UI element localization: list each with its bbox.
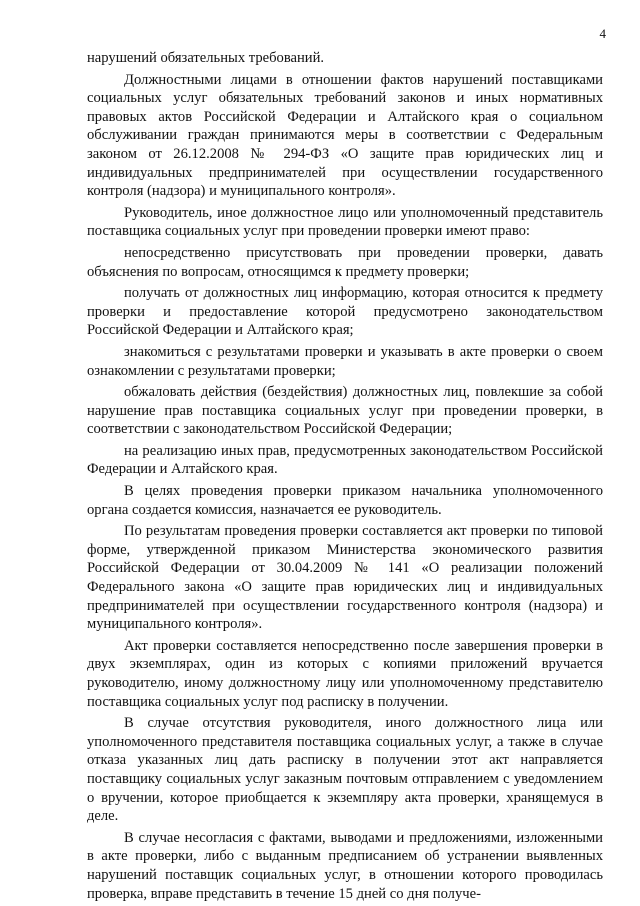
paragraph-act-copies: Акт проверки составляется непосредственно после завершения проверки в двух экземплярах, один из которых с копиями приложений вручается руководителю, иному должностному лицу или уполномоченному представителю поставщика социальных услуг под расписку в получении. — [87, 637, 603, 710]
paragraph-disagreement: В случае несогласия с фактами, выводами и предложениями, изложенными в акте проверки, либо с выданным предписанием об устранении выявленных нарушений поставщик социальных услуг, в отношении которого проводилась проверка, вправе представить в течение 15 дней со дня получе- — [87, 829, 603, 902]
paragraph-commission: В целях проведения проверки приказом начальника уполномоченного органа создается комиссия, назначается ее руководитель. — [87, 483, 603, 518]
paragraph-right-review-results: знакомиться с результатами проверки и указывать в акте проверки о своем ознакомлении с результатами проверки; — [87, 343, 603, 379]
paragraph-rights-intro: Руководитель, иное должностное лицо или уполномоченный представитель поставщика социальных услуг при проведении проверки имеют право: — [87, 204, 603, 240]
paragraph-act-mailing: В случае отсутствия руководителя, иного должностного лица или уполномоченного представителя поставщика социальных услуг, а также в случае отказа указанных лиц дать расписку в получении этот акт направляется поставщику социальных услуг заказным почтовым отправлением с уведомлением о вручении, которое приобщается к экземпляру акта проверки, хранящемуся в деле. — [87, 715, 603, 825]
paragraph-officials-measures: Должностными лицами в отношении фактов нарушений поставщиками социальных услуг обязательных требований законов и иных нормативных правовых актов Российской Федерации и Алтайского края о социальном обслуживании граждан принимаются меры в соответствии с Федеральным законом от 26.12.2008 № 294-ФЗ «О защите прав юридических лиц и индивидуальных предпринимателей при осуществлении государственного контроля (надзора) и муниципального контроля». — [87, 71, 603, 200]
paragraph-continuation: нарушений обязательных требований. — [87, 50, 325, 66]
paragraph-right-appeal: обжаловать действия (бездействия) должностных лиц, повлекшие за собой нарушение прав поставщика социальных услуг при проведении проверки, в соответствии с законодательством Российской Федерации; — [87, 384, 603, 438]
document-body — [87, 49, 603, 906]
paragraph-right-be-present: непосредственно присутствовать при проведении проверки, давать объяснения по вопросам, относящимся к предмету проверки; — [87, 244, 603, 280]
page-number: 4 — [599, 26, 606, 41]
paragraph-right-get-information: получать от должностных лиц информацию, которая относится к предмету проверки и предоставление которой предусмотрено законодательством Российской Федерации и Алтайского края; — [87, 285, 603, 339]
paragraph-right-other: на реализацию иных прав, предусмотренных законодательством Российской Федерации и Алтайского края. — [87, 442, 603, 478]
paragraph-inspection-act: По результатам проведения проверки составляется акт проверки по типовой форме, утвержденной приказом Министерства экономического развития Российской Федерации от 30.04.2009 № 141 «О реализации положений Федерального закона «О защите прав юридических лиц и индивидуальных предпринимателей при осуществлении государственного контроля (надзора) и муниципального контроля». — [87, 523, 603, 633]
